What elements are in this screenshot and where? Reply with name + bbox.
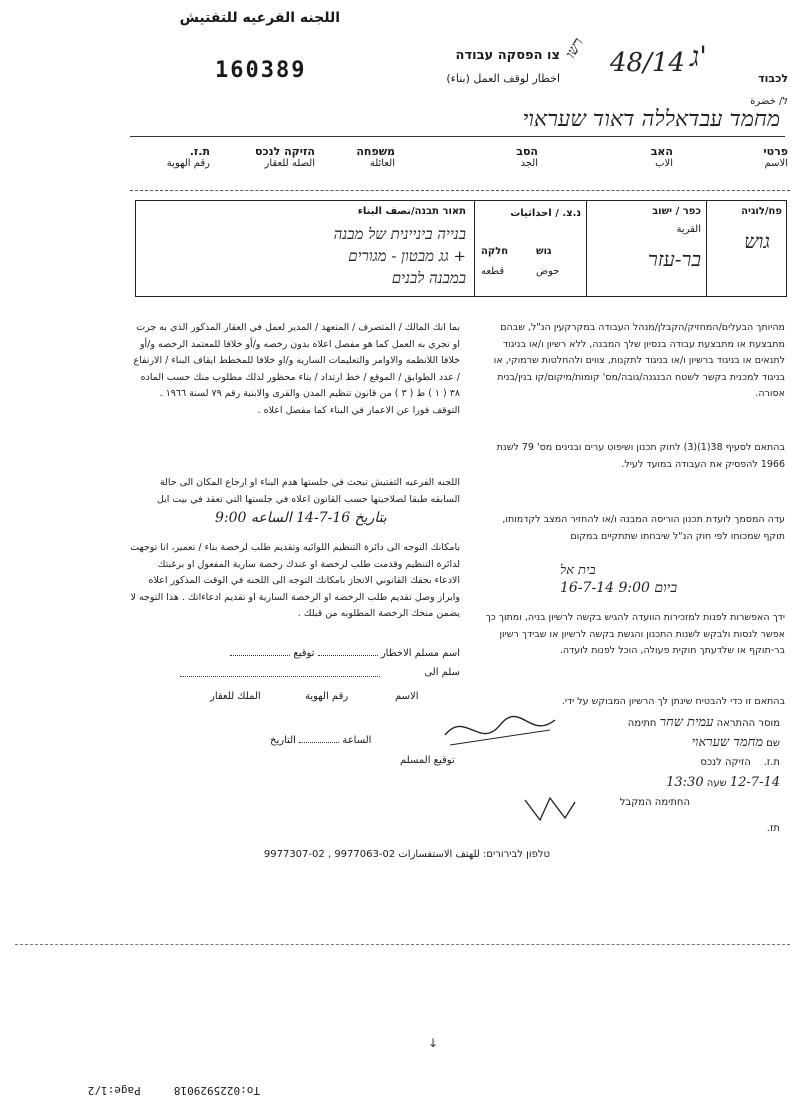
coordinates-label: נ.צ. / احداثيات [510, 208, 581, 219]
receiver-name: מחמד שעראוי [691, 735, 764, 750]
fax-arrow: ↓ [428, 1036, 439, 1050]
fax-page: Page:1/2 [87, 1084, 141, 1097]
receiver-id-label: ת.ז. [763, 757, 780, 768]
field-label-ar: الاسم [764, 158, 788, 169]
phone-line: טלפון לבירורים: للهتف الاستفسارات 02-9977063 , 02-9977307 [263, 849, 550, 860]
meeting-date-he: ביום 9:00 16-7-14 [560, 580, 678, 596]
field-label-ar: العائلة [369, 158, 395, 169]
village-label-ar: القرية [676, 224, 701, 235]
receiver-meta-row [490, 756, 780, 770]
to-label: לכבוד [758, 72, 788, 85]
meeting-place-he: בית אל [560, 563, 596, 578]
receiver-label: اسم مسلم الاخطار [380, 648, 460, 659]
field-father [605, 145, 673, 169]
meeting-time-ar: بتاريخ 16-7-14 الساعه 9:00 [215, 510, 387, 526]
receiver-name-label [170, 647, 460, 661]
date-label: التاريخ [270, 735, 296, 746]
district-value: גוש [744, 229, 770, 253]
deliverer-signature-label: חתימה [627, 718, 657, 729]
helka-label-ar: قطعه [481, 266, 505, 277]
bottom-id-label: תז. [766, 823, 780, 834]
field-label-ar: الصله للعقار [264, 158, 315, 169]
committee-title: اللجنه الفرعيه للتفتيش [179, 10, 340, 26]
name-underline [130, 136, 785, 137]
arabic-paragraph-1: بما انك المالك / المتصرف / المتعهد / المدير لعمل في العقار المذكور الذي به جرت او تجري به العمل كما هو مفصل اعلاه بدون رخصه و/أو خلافا للمعتمد الرخصه و/أو خلافا اللانظمه والاوامر والتعليمات الساريه و/او خلافا للمخطط ايقاف البناء / الارتفاع / عدد الطوابق / الموقع / خط ارتداد / بناء محظور لذلك مطلوب منك حسب الماده ٣٨ ( ١ ) ط ( ٣ ) من قانون تنظيم المدن والقرى والابنية رقم ٧٩ لسنة ١٩٦٦ . التوقف فورا عن الاعمار في البناء كما مفصل اعلاه . [133, 322, 460, 416]
field-label-he: הזיקה לנכס [254, 145, 315, 158]
second-signature-scribble [520, 790, 580, 830]
fax-footer [10, 1084, 260, 1097]
row-divider [130, 190, 790, 191]
location-table [135, 200, 787, 297]
date-time-row [270, 734, 371, 748]
description-line-1: בנייה ביניינית של מבנה [333, 225, 466, 243]
field-relation [220, 145, 315, 169]
deliverer-label: מוסר ההתראה [716, 718, 780, 729]
field-label-he: ת.ז. [189, 145, 210, 158]
description-label: תאור תבנה/نصف البناء [357, 206, 466, 217]
received-signature-label: החתימה המקבל [619, 797, 690, 808]
handwritten-side-note: רשו [562, 35, 587, 62]
arabic-paragraph-3: بامكانك التوجه الى دائرة التنظيم اللوائيه وتقديم طلب لرخصة بناء / تعمير، انا توجهت لدائرة التنظيم وقدمت طلب لرخصة او عندك رخصة سارية المفعول او برغبتك الادعاء بحقك القانوني الانجاز بامكانك التوجه الى اللجنه في الوقت المذكور اعلاه وابراز وصل تقديم طلب الرخصه او الرخصة السارية او تقديم ادعاءاتك . هذا التوجه لا يضمن منحك الرخصة المطلوبه من قبلك . [130, 542, 460, 619]
document-number: 160389 [215, 58, 307, 83]
field-label-he: פרטי [763, 145, 788, 158]
handwritten-letter: ג' [690, 40, 707, 73]
fax-to-number: To:0225929018 [173, 1084, 260, 1097]
field-label-ar: الاب [655, 158, 673, 169]
fax-dashed-line [15, 944, 790, 945]
field-label-ar: الجد [520, 158, 538, 169]
receiver-row [490, 736, 780, 751]
title-arabic: اخطار لوقف العمل (بناء) [446, 72, 560, 85]
deliverer-signature-ar: توقيع المسلم [400, 755, 455, 766]
field-label-he: הסב [516, 145, 538, 158]
hebrew-paragraph-4: ידך האפשרות לפנות למזכירות הוועדה להגיש בקשה לרשיון בניה, ומתוך כך אפשר לנסות ולבקש לשנות התכנון והגשת בקשה לרשיון או שבידך רשיון בר-תוקף או שלדעתך חוקית פעולה, הוכל לפנות לועדה. [485, 612, 785, 656]
gush-label-ar: حوض [536, 266, 560, 277]
signature-label: توقيع [293, 648, 315, 659]
receiver-he-label: שם [766, 738, 780, 749]
village-value: בר-עזר [648, 247, 701, 271]
receipt-time: 13:30 [666, 775, 704, 790]
handwritten-reference: 48/14 [610, 48, 685, 78]
field-family [325, 145, 395, 169]
district-label: פח/לוגיה [741, 206, 782, 217]
field-label-ar: رقم الهوية [166, 158, 210, 169]
hebrew-paragraph-2: בהתאם לסעיף 38(1)(3) לחוק תכנון ושיפוט ערים ובנינים מס' 79 לשנת 1966 להפסיק את העבודה במועד לעיל. [496, 442, 785, 470]
hebrew-paragraph-1: מהיותך הבעלים/המחזיק/הקבלן/מנהל העבודה במקרקעין הנ"ל, שבהם מתבצעת או מתבצעת עבודה בנסיון שלך המבנה, ללא רשיון ו/או בניגוד לתנאים או בניגוד ברשיון ו/או בניגוד לתקנות, צווים ולהחלטות שרמוקי, או בניגוד למכנית בקשר לשטח הבנגנה/גובה/מס' קומות/מיקום/קו בנין/בנית אסורה. [493, 322, 785, 399]
field-id-number [130, 145, 210, 169]
hebrew-paragraph-5: בהתאם זו כדי להבטיח שינתן לך הרשיון המבוקש על ידי. [561, 696, 785, 707]
helka-label: חלקה [481, 246, 509, 257]
field-label-he: האב [650, 145, 673, 158]
owner-name-label: الاسم [395, 691, 419, 702]
time-label: الساعة [342, 735, 372, 746]
owner-id-label: رقم الهوية [305, 691, 349, 702]
owner-name: מחמד עבדאללה דאוד שעראוי [522, 107, 780, 132]
field-first-name [720, 145, 788, 169]
deliverer-name: עמית שחר [659, 715, 714, 730]
description-line-3: במבנה לבנים [391, 269, 466, 287]
receiver-relation-label: הזיקה לנכס [700, 757, 751, 768]
receipt-time-row [490, 776, 780, 791]
delivered-to-line [180, 676, 380, 677]
arabic-paragraph-2: اللجنه الفرعيه التفتيش تبحث في جلستها هدم البناء او ارجاع المكان الى حالة السابقه طبقا لصلاحيتها حسب القانون اعلاه في جلستها التي تعقد في بيت ايل [156, 477, 460, 505]
personal-fields-row [130, 145, 790, 185]
gush-label: גוש [536, 246, 552, 257]
deliverer-row [490, 716, 780, 731]
field-label-he: משפחה [356, 145, 395, 158]
title-hebrew: צו הפסקה עבודה [455, 48, 560, 63]
receipt-date: 12-7-14 [729, 775, 780, 790]
field-grandfather [470, 145, 538, 169]
hebrew-paragraph-3: עדה המסמך לועדת תכנון הוריסה המבנה ו/או להחזיר המצב לקדמותו, תוקף שמכוחו לפי חוק הנ"ל שיבחתו שתתקיים במקום [502, 514, 785, 542]
delivered-to-label: سلم الى [424, 667, 460, 678]
mr-label: ל/ خضرة [750, 96, 788, 107]
village-label: כפר / ישוב [652, 206, 701, 217]
description-line-2: + גג מבטון - מגורים [348, 247, 466, 265]
receipt-time-label: שעה [706, 778, 727, 789]
owner-relation-label: الملك للعقار [210, 691, 261, 702]
